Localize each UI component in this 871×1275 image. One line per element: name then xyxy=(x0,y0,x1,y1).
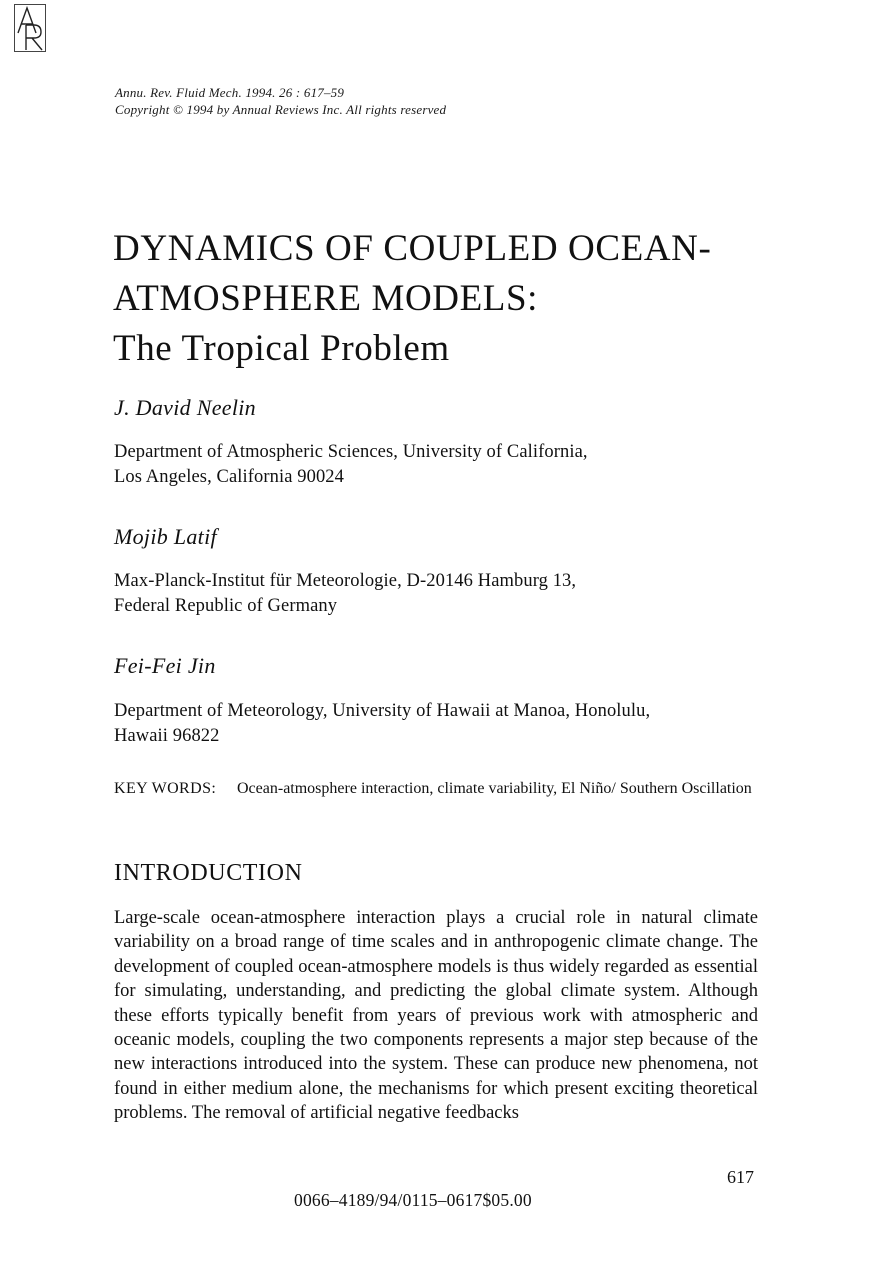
copyright-line: Copyright © 1994 by Annual Reviews Inc. All rights reserved xyxy=(115,102,447,117)
title-line-2: ATMOSPHERE MODELS: xyxy=(113,278,539,319)
annual-reviews-logo xyxy=(14,4,46,52)
affiliation-line: Los Angeles, California 90024 xyxy=(114,467,345,487)
keywords-text: Ocean-atmosphere interaction, climate variability, El Niño/ Southern Oscillation xyxy=(237,780,752,797)
affiliation-line: Max-Planck-Institut für Meteorologie, D-20146 Hamburg 13, xyxy=(114,571,577,591)
article-title xyxy=(113,224,711,374)
introduction-paragraph: Large-scale ocean-atmosphere interaction plays a crucial role in natural climate variability on a broad range of time scales and in anthropogenic climate change. The development of coupled ocean-atmosphere models is thus widely regarded as essential for simulating, understanding, and predicting the global climate system. Although these efforts typically benefit from years of previous work with atmospheric and oceanic models, coupling the two components represents a major step because of the new interactions introduced into the system. These can produce new phenomena, not found in either medium alone, the mechanisms for which present exciting theoretical problems. The removal of artificial negative feedbacks xyxy=(114,908,758,1124)
keywords-block xyxy=(114,777,764,800)
affiliation-line: Hawaii 96822 xyxy=(114,726,220,746)
author-name: Mojib Latif xyxy=(114,524,217,549)
affiliation-line: Federal Republic of Germany xyxy=(114,596,338,616)
keywords-label: KEY WORDS: xyxy=(114,780,217,797)
author-name: Fei-Fei Jin xyxy=(114,653,216,678)
title-line-1: DYNAMICS OF COUPLED OCEAN- xyxy=(113,228,712,269)
annual-reviews-logo-mark xyxy=(15,5,45,51)
author-affiliation xyxy=(114,699,650,749)
author-affiliation xyxy=(114,440,588,490)
article-code: 0066–4189/94/0115–0617$05.00 xyxy=(294,1190,532,1210)
journal-header xyxy=(115,84,446,118)
author-name: J. David Neelin xyxy=(114,395,256,420)
journal-citation: Annu. Rev. Fluid Mech. 1994. 26 : 617–59 xyxy=(115,85,345,100)
title-subtitle: The Tropical Problem xyxy=(113,328,450,369)
page-number: 617 xyxy=(727,1167,754,1187)
affiliation-line: Department of Atmospheric Sciences, University of California, xyxy=(114,442,588,462)
author-affiliation xyxy=(114,569,576,619)
section-heading-introduction: INTRODUCTION xyxy=(114,860,303,886)
affiliation-line: Department of Meteorology, University of Hawaii at Manoa, Honolulu, xyxy=(114,701,651,721)
